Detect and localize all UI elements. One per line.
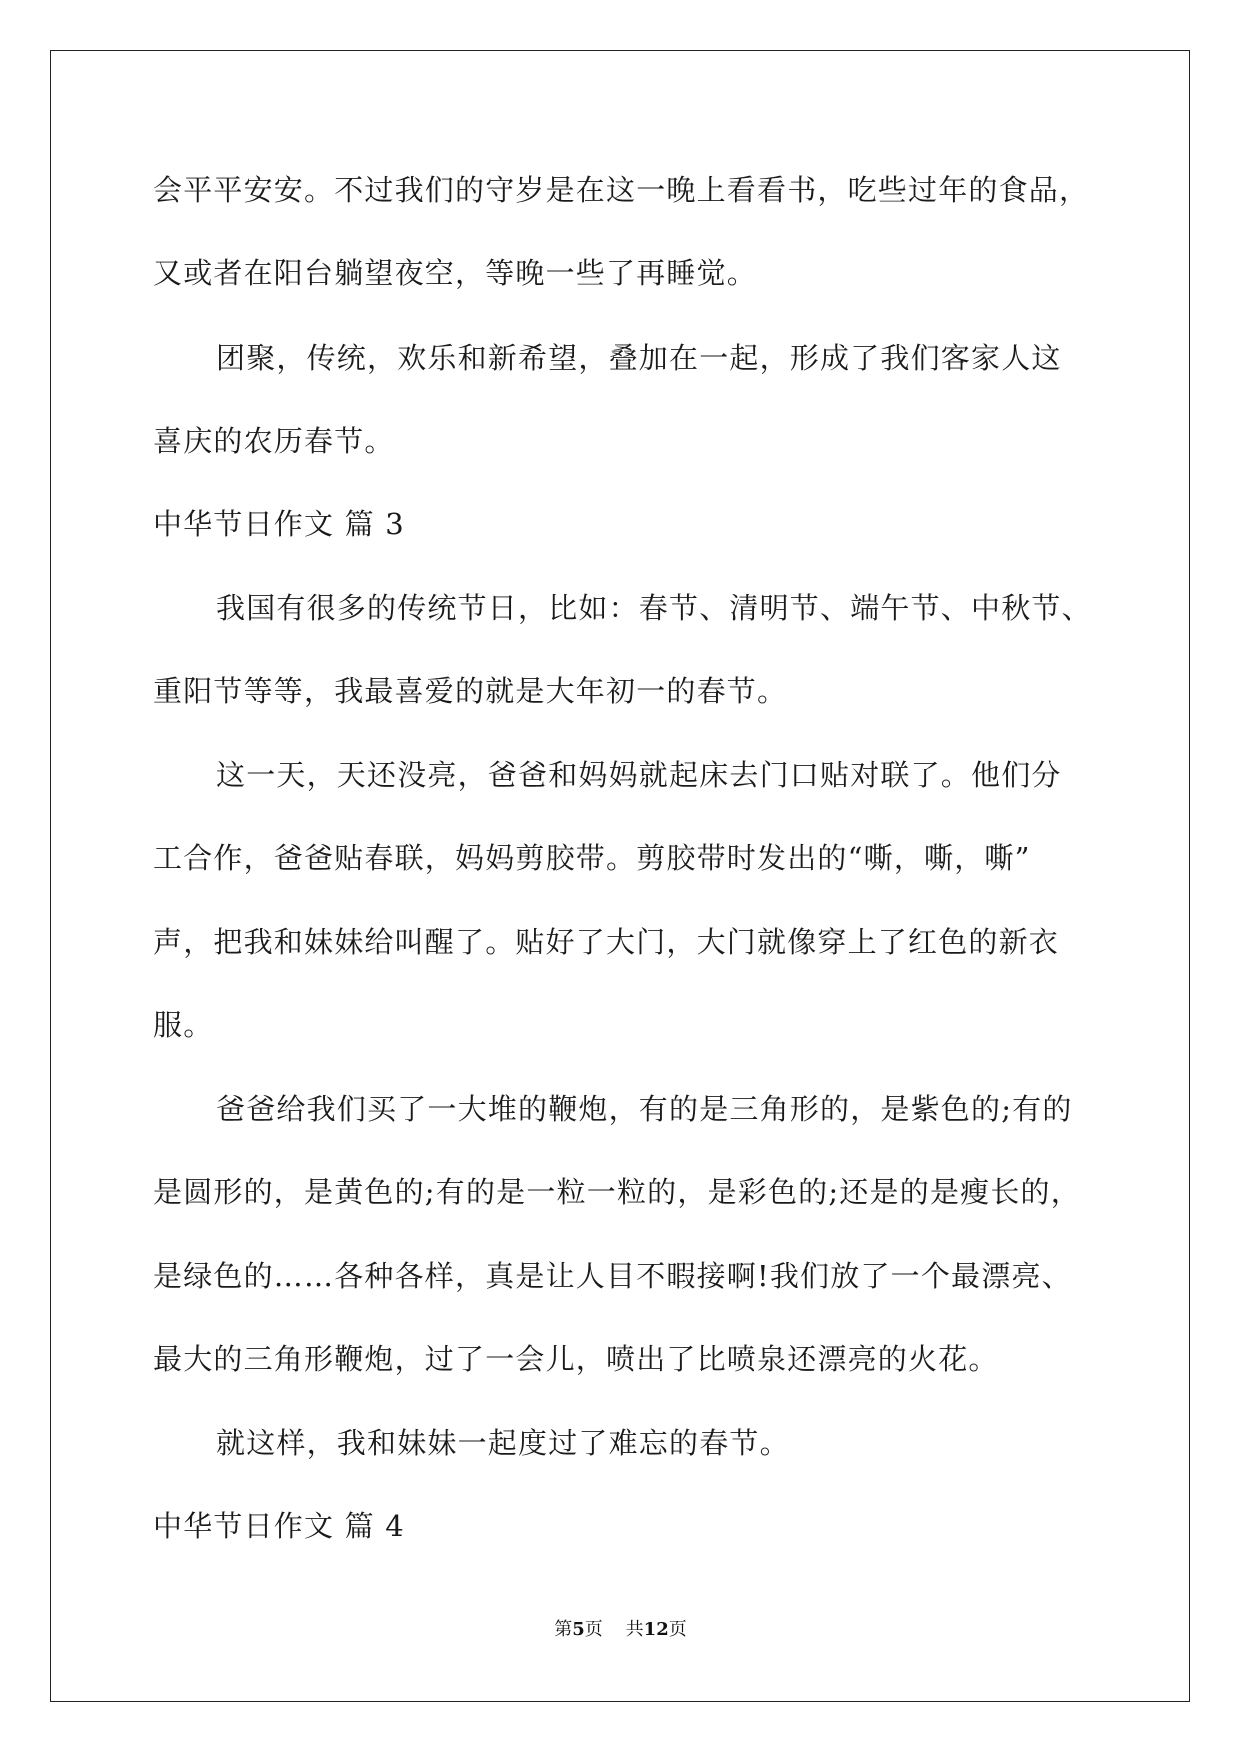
footer-prefix: 第 bbox=[554, 1619, 573, 1640]
paragraph-start-line: 我国有很多的传统节日，比如：春节、清明节、端午节、中秋节、 bbox=[216, 591, 1092, 625]
body-line: 是绿色的……各种各样，真是让人目不暇接啊!我们放了一个最漂亮、 bbox=[153, 1259, 1072, 1293]
body-line: 声，把我和妹妹给叫醒了。贴好了大门，大门就像穿上了红色的新衣 bbox=[153, 925, 1060, 959]
section-heading: 中华节日作文 篇 4 bbox=[153, 1509, 405, 1543]
body-line: 喜庆的农历春节。 bbox=[153, 424, 395, 458]
body-line: 会平平安安。不过我们的守岁是在这一晚上看看书，吃些过年的食品， bbox=[153, 173, 1090, 207]
paragraph-start-line: 就这样，我和妹妹一起度过了难忘的春节。 bbox=[216, 1426, 790, 1460]
body-line: 重阳节等等，我最喜爱的就是大年初一的春节。 bbox=[153, 674, 788, 708]
current-page-number: 5 bbox=[572, 1619, 585, 1640]
body-line: 是圆形的，是黄色的;有的是一粒一粒的，是彩色的;还是的是瘦长的， bbox=[153, 1175, 1081, 1209]
footer-middle: 页 共 bbox=[584, 1619, 644, 1640]
body-line: 工合作，爸爸贴春联，妈妈剪胶带。剪胶带时发出的“嘶，嘶，嘶” bbox=[153, 841, 1031, 875]
paragraph-start-line: 团聚，传统，欢乐和新希望，叠加在一起，形成了我们客家人这 bbox=[216, 341, 1062, 375]
paragraph-start-line: 爸爸给我们买了一大堆的鞭炮，有的是三角形的，是紫色的;有的 bbox=[216, 1092, 1073, 1126]
body-line: 服。 bbox=[153, 1008, 214, 1042]
paragraph-start-line: 这一天，天还没亮，爸爸和妈妈就起床去门口贴对联了。他们分 bbox=[216, 758, 1062, 792]
footer-suffix: 页 bbox=[668, 1619, 687, 1640]
page-footer bbox=[0, 1618, 1241, 1642]
section-heading: 中华节日作文 篇 3 bbox=[153, 507, 405, 541]
body-line: 最大的三角形鞭炮，过了一会儿，喷出了比喷泉还漂亮的火花。 bbox=[153, 1342, 999, 1376]
body-line: 又或者在阳台躺望夜空，等晚一些了再睡觉。 bbox=[153, 256, 758, 290]
total-page-count: 12 bbox=[643, 1619, 669, 1640]
